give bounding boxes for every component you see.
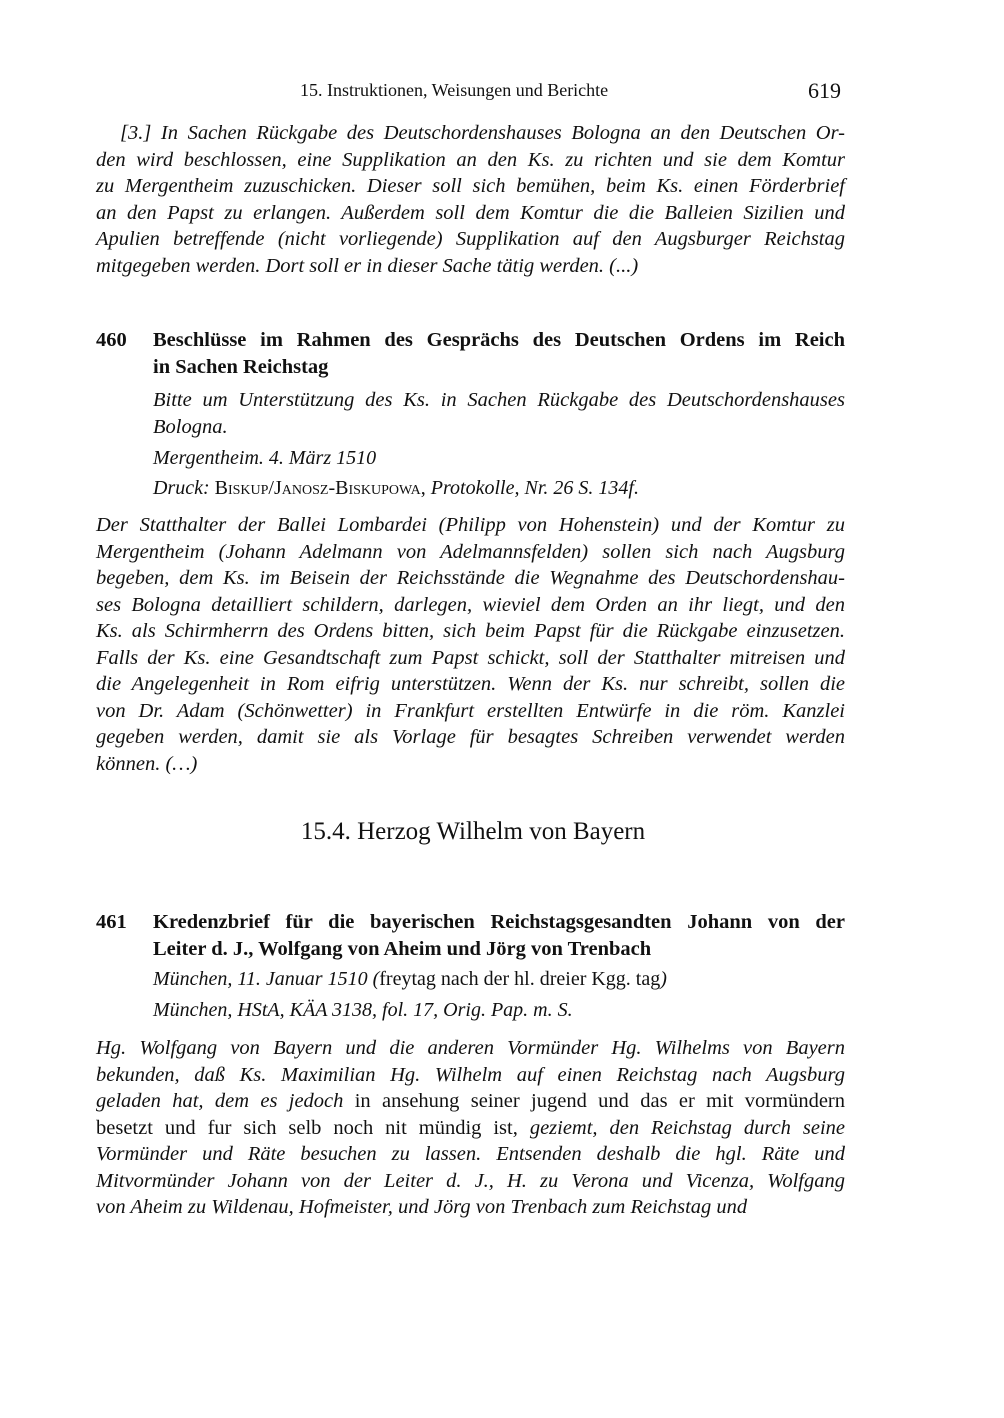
- entry-460-body: [96, 512, 845, 777]
- place-date: München, 11. Januar 1510 (: [153, 968, 380, 990]
- text-segment: Ks. als Schirmherrn des Ordens bitten, sich beim Papst für die Rückgabe einzusetzen.: [96, 620, 845, 642]
- text-segment: die Angelegenheit in Rom eifrig unterstützen. Wenn der Ks. nur schreibt, sollen die: [96, 673, 845, 695]
- text-segment: Der Statthalter der Ballei Lombardei (Philipp von Hohenstein) und der Komtur zu: [96, 514, 845, 536]
- entry-number-461: 461: [96, 911, 127, 933]
- druck-reference: Protokolle, Nr. 26 S. 134f.: [430, 477, 639, 499]
- text-line: [96, 147, 845, 174]
- summary-line: Bologna.: [153, 415, 228, 438]
- entry-number-460: 460: [96, 329, 127, 351]
- text-line: [96, 1115, 845, 1142]
- entry-461-title: [153, 909, 845, 962]
- date-quote: freytag nach der hl. dreier Kgg. tag: [379, 968, 661, 990]
- text-line: [96, 539, 845, 566]
- title-line: in Sachen Reichstag: [153, 355, 329, 378]
- summary-line: Bitte um Unterstützung des Ks. in Sachen Rückgabe des Deutschordenshauses: [153, 389, 845, 411]
- entry-460-place-date: Mergentheim. 4. März 1510: [153, 447, 377, 469]
- text-line: [96, 724, 845, 751]
- text-line: [96, 1141, 845, 1168]
- entry-461-source: München, HStA, KÄA 3138, fol. 17, Orig. Pap. m. S.: [153, 999, 573, 1021]
- text-segment: den wird beschlossen, eine Supplikation an den Ks. zu richten und sie dem Komtur: [96, 148, 845, 171]
- entry-460-title: [153, 327, 845, 380]
- text-segment: besetzt und fur sich selb noch nit mündig ist,: [96, 1116, 530, 1139]
- text-line: [96, 618, 845, 645]
- druck-label: Druck:: [153, 477, 210, 499]
- section-heading: 15.4. Herzog Wilhelm von Bayern: [300, 818, 646, 845]
- text-segment: Vormünder und Räte besuchen zu lassen. Entsenden deshalb die hgl. Räte und: [96, 1143, 845, 1165]
- text-segment: von Dr. Adam (Schönwetter) in Frankfurt erstellten Entwürfe in die röm. Kanzlei: [96, 699, 845, 722]
- text-segment: Falls der Ks. eine Gesandtschaft zum Papst schickt, soll der Statthalter mitreisen und: [96, 646, 845, 669]
- text-line: [96, 512, 845, 539]
- text-line: [96, 565, 845, 592]
- text-segment: bekunden, daß Ks. Maximilian Hg. Wilhelm auf einen Reichstag nach Augsburg: [96, 1063, 845, 1086]
- text-segment: von Aheim zu Wildenau, Hofmeister, und Jörg von Trenbach zum Reichstag und: [96, 1196, 748, 1218]
- druck-authors: Biskup/Janosz-Biskupowa,: [214, 477, 426, 499]
- title-line: Leiter d. J., Wolfgang von Aheim und Jörg von Trenbach: [153, 937, 652, 960]
- text-line: [96, 751, 845, 778]
- text-line: [96, 1035, 845, 1062]
- text-segment: in ansehung seiner jugend und das er mit vormündern: [354, 1090, 845, 1112]
- entry-461-body: [96, 1035, 845, 1221]
- text-line: [96, 1062, 845, 1089]
- text-segment: zu Mergentheim zuzuschicken. Dieser soll sich bemühen, beim Ks. einen Förderbrief: [96, 175, 845, 197]
- text-segment: Hg. Wolfgang von Bayern und die anderen Vormünder Hg. Wilhelms von Bayern: [96, 1037, 845, 1059]
- intro-paragraph: [96, 120, 845, 279]
- text-segment: geziemt, den Reichstag durch seine: [529, 1116, 845, 1139]
- text-line: [96, 592, 845, 619]
- text-segment: begeben, dem Ks. im Beisein der Reichsstände die Wegnahme des Deutschordenshau-: [96, 567, 845, 589]
- text-segment: Mergentheim (Johann Adelmann von Adelmannsfelden) sollen sich nach Augsburg: [96, 540, 845, 563]
- text-segment: [3.] In Sachen Rückgabe des Deutschordenshauses Bologna an den Deutschen Or-: [120, 122, 845, 144]
- text-segment: können. (…): [96, 752, 198, 775]
- text-line: [96, 173, 845, 200]
- title-line: Beschlüsse im Rahmen des Gesprächs des Deutschen Ordens im Reich: [153, 329, 845, 351]
- entry-460-summary: [153, 387, 845, 440]
- text-segment: Apulien betreffende (nicht vorliegende) Supplikation auf den Augsburger Reichstag: [96, 228, 845, 250]
- entry-460-druck: [153, 477, 639, 500]
- text-segment: gegeben werden, damit sie als Vorlage für besagtes Schreiben verwendet werden: [96, 726, 845, 748]
- entry-461-place-date: [153, 968, 667, 991]
- text-line: [96, 226, 845, 253]
- text-line: [96, 671, 845, 698]
- text-segment: geladen hat, dem es jedoch: [96, 1090, 355, 1112]
- text-line: [96, 1168, 845, 1195]
- text-line: [96, 253, 845, 280]
- text-line: [96, 645, 845, 672]
- text-line: [96, 120, 845, 147]
- text-segment: an den Papst zu erlangen. Außerdem soll dem Komtur die die Balleien Sizilien und: [96, 201, 845, 224]
- running-title: 15. Instruktionen, Weisungen und Berichte: [300, 80, 609, 100]
- page-number: 619: [808, 78, 841, 103]
- title-line: Kredenzbrief für die bayerischen Reichstagsgesandten Johann von der: [153, 911, 845, 933]
- text-line: [96, 698, 845, 725]
- text-line: [96, 1194, 845, 1221]
- text-segment: mitgegeben werden. Dort soll er in dieser Sache tätig werden. (...): [96, 254, 639, 277]
- text-segment: Mitvormünder Johann von der Leiter d. J., H. zu Verona und Vicenza, Wolfgang: [96, 1169, 845, 1192]
- text-line: [96, 1088, 845, 1115]
- text-segment: ses Bologna detailliert schildern, darlegen, wieviel dem Orden an ihr liegt, und den: [96, 593, 845, 616]
- date-close: ): [660, 968, 667, 990]
- text-line: [96, 200, 845, 227]
